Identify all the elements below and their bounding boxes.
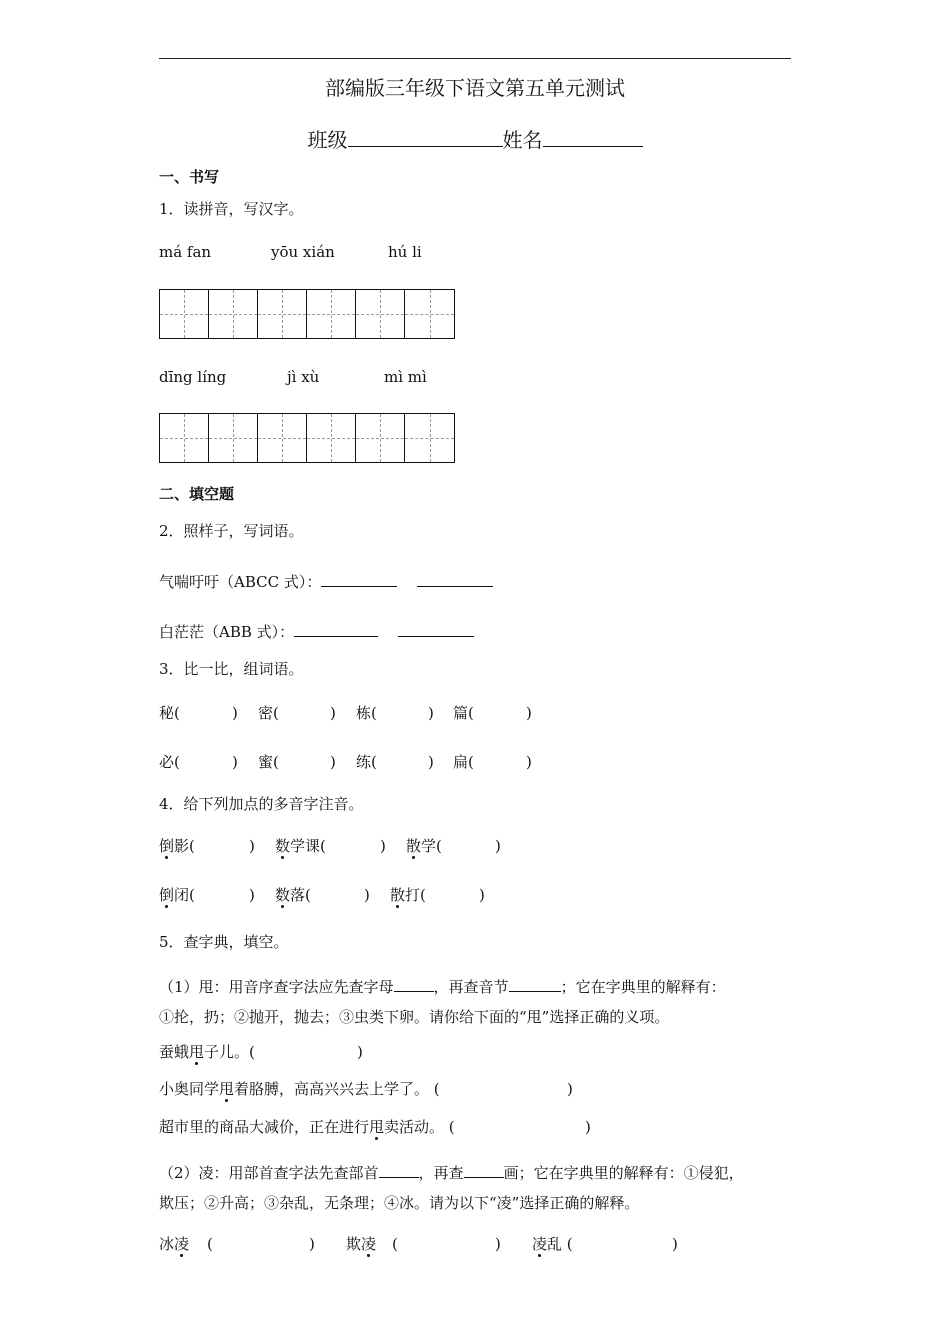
- page-title: 部编版三年级下语文第五单元测试: [325, 76, 625, 100]
- q3-close: ): [428, 753, 434, 771]
- q5-ling-item[interactable]: 欺凌 (: [346, 1235, 398, 1253]
- q3-item[interactable]: 必(: [159, 753, 180, 771]
- q4-close: ): [479, 886, 485, 904]
- grid-cell[interactable]: [405, 414, 454, 462]
- q3-close: ): [330, 753, 336, 771]
- q3-close: ): [526, 704, 532, 722]
- q3-item[interactable]: 栋(: [356, 704, 377, 722]
- q3-close: ): [330, 704, 336, 722]
- q4-item[interactable]: 倒影(: [159, 837, 195, 855]
- grid-cell[interactable]: [209, 414, 258, 462]
- q5-close: ): [585, 1118, 591, 1136]
- q3-close: ): [428, 704, 434, 722]
- q5-sentence-1[interactable]: 蚕蛾甩子儿。(: [159, 1043, 255, 1061]
- q2-line-1: [159, 568, 493, 590]
- grid-cell[interactable]: [356, 290, 405, 338]
- q4-close: ): [364, 886, 370, 904]
- grid-cell[interactable]: [258, 414, 307, 462]
- pinyin-5: jì xù: [287, 368, 320, 386]
- q2-line-1-label: 气喘吁吁（ABCC 式）：: [159, 573, 322, 591]
- q2-line-2: [159, 618, 474, 640]
- answer-blank[interactable]: [321, 568, 397, 587]
- grid-cell[interactable]: [307, 290, 356, 338]
- name-blank[interactable]: [543, 128, 643, 147]
- pinyin-1: má fan: [159, 243, 212, 261]
- q4-close: ): [380, 837, 386, 855]
- q5-close: ): [672, 1235, 678, 1253]
- q3-item[interactable]: 扁(: [453, 753, 474, 771]
- q5-prompt: 5．查字典，填空。: [159, 933, 289, 951]
- answer-blank[interactable]: [294, 618, 378, 637]
- q3-close: ): [526, 753, 532, 771]
- q5-part2-line1: （2）凌：用部首查字法先查部首 ，再查 画；它在字典里的解释有：①侵犯，: [159, 1159, 744, 1181]
- q2-prompt: 2．照样子，写词语。: [159, 522, 304, 540]
- q5-part2-line2: 欺压；②升高；③杂乱，无条理；④冰。请为以下“凌”选择正确的解释。: [159, 1194, 640, 1212]
- q5-sentence-2[interactable]: 小奥同学甩着胳膊，高高兴兴去上学了。 (: [159, 1080, 440, 1098]
- writing-grid-2[interactable]: [159, 413, 455, 463]
- q3-close: ): [232, 753, 238, 771]
- answer-blank[interactable]: [464, 1159, 504, 1178]
- section-1-title: 一、书写: [159, 168, 220, 186]
- q4-item[interactable]: 数落(: [275, 886, 311, 904]
- grid-cell[interactable]: [160, 414, 209, 462]
- answer-blank[interactable]: [417, 568, 493, 587]
- answer-blank[interactable]: [394, 973, 434, 992]
- q3-item[interactable]: 蜜(: [258, 753, 279, 771]
- q4-item[interactable]: 散学(: [406, 837, 442, 855]
- q5-close: ): [357, 1043, 363, 1061]
- section-2-title: 二、填空题: [159, 485, 235, 503]
- grid-cell[interactable]: [209, 290, 258, 338]
- class-name-line: [0, 128, 950, 150]
- writing-grid-1[interactable]: [159, 289, 455, 339]
- q4-item[interactable]: 散打(: [390, 886, 426, 904]
- q1-prompt: 1．读拼音，写汉字。: [159, 200, 304, 218]
- q5-sentence-3[interactable]: 超市里的商品大减价，正在进行甩卖活动。 (: [159, 1118, 455, 1136]
- q5-close: ): [567, 1080, 573, 1098]
- q5-close: ): [495, 1235, 501, 1253]
- q3-item[interactable]: 练(: [356, 753, 377, 771]
- q2-line-2-label: 白茫茫（ABB 式）：: [159, 623, 295, 641]
- q5-part1-line2: ①抡，扔；②抛开，抛去；③虫类下卵。请你给下面的“甩”选择正确的义项。: [159, 1008, 670, 1026]
- q3-prompt: 3．比一比，组词语。: [159, 660, 304, 678]
- class-blank[interactable]: [348, 128, 503, 147]
- name-label: 姓名: [502, 128, 543, 152]
- pinyin-2: yōu xián: [271, 243, 335, 261]
- q3-item[interactable]: 秘(: [159, 704, 180, 722]
- grid-cell[interactable]: [160, 290, 209, 338]
- answer-blank[interactable]: [398, 618, 474, 637]
- pinyin-3: hú li: [388, 243, 422, 261]
- q3-item[interactable]: 篇(: [453, 704, 474, 722]
- q3-item[interactable]: 密(: [258, 704, 279, 722]
- answer-blank[interactable]: [509, 973, 561, 992]
- class-label: 班级: [307, 128, 348, 152]
- grid-cell[interactable]: [405, 290, 454, 338]
- grid-cell[interactable]: [307, 414, 356, 462]
- q4-item[interactable]: 数学课(: [275, 837, 326, 855]
- q4-item[interactable]: 倒闭(: [159, 886, 195, 904]
- q4-close: ): [249, 837, 255, 855]
- grid-cell[interactable]: [356, 414, 405, 462]
- top-rule: [159, 58, 791, 59]
- q4-close: ): [249, 886, 255, 904]
- pinyin-6: mì mì: [384, 368, 427, 386]
- q4-prompt: 4．给下列加点的多音字注音。: [159, 795, 364, 813]
- pinyin-4: dīng líng: [159, 368, 227, 386]
- q3-close: ): [232, 704, 238, 722]
- q5-close: ): [309, 1235, 315, 1253]
- q5-part1-line1: （1）甩：用音序查字法应先查字母 ，再查音节 ；它在字典里的解释有：: [159, 973, 726, 995]
- q5-ling-item[interactable]: 冰凌 (: [159, 1235, 213, 1253]
- q4-close: ): [495, 837, 501, 855]
- grid-cell[interactable]: [258, 290, 307, 338]
- answer-blank[interactable]: [379, 1159, 419, 1178]
- q5-ling-item[interactable]: 凌乱 (: [532, 1235, 573, 1253]
